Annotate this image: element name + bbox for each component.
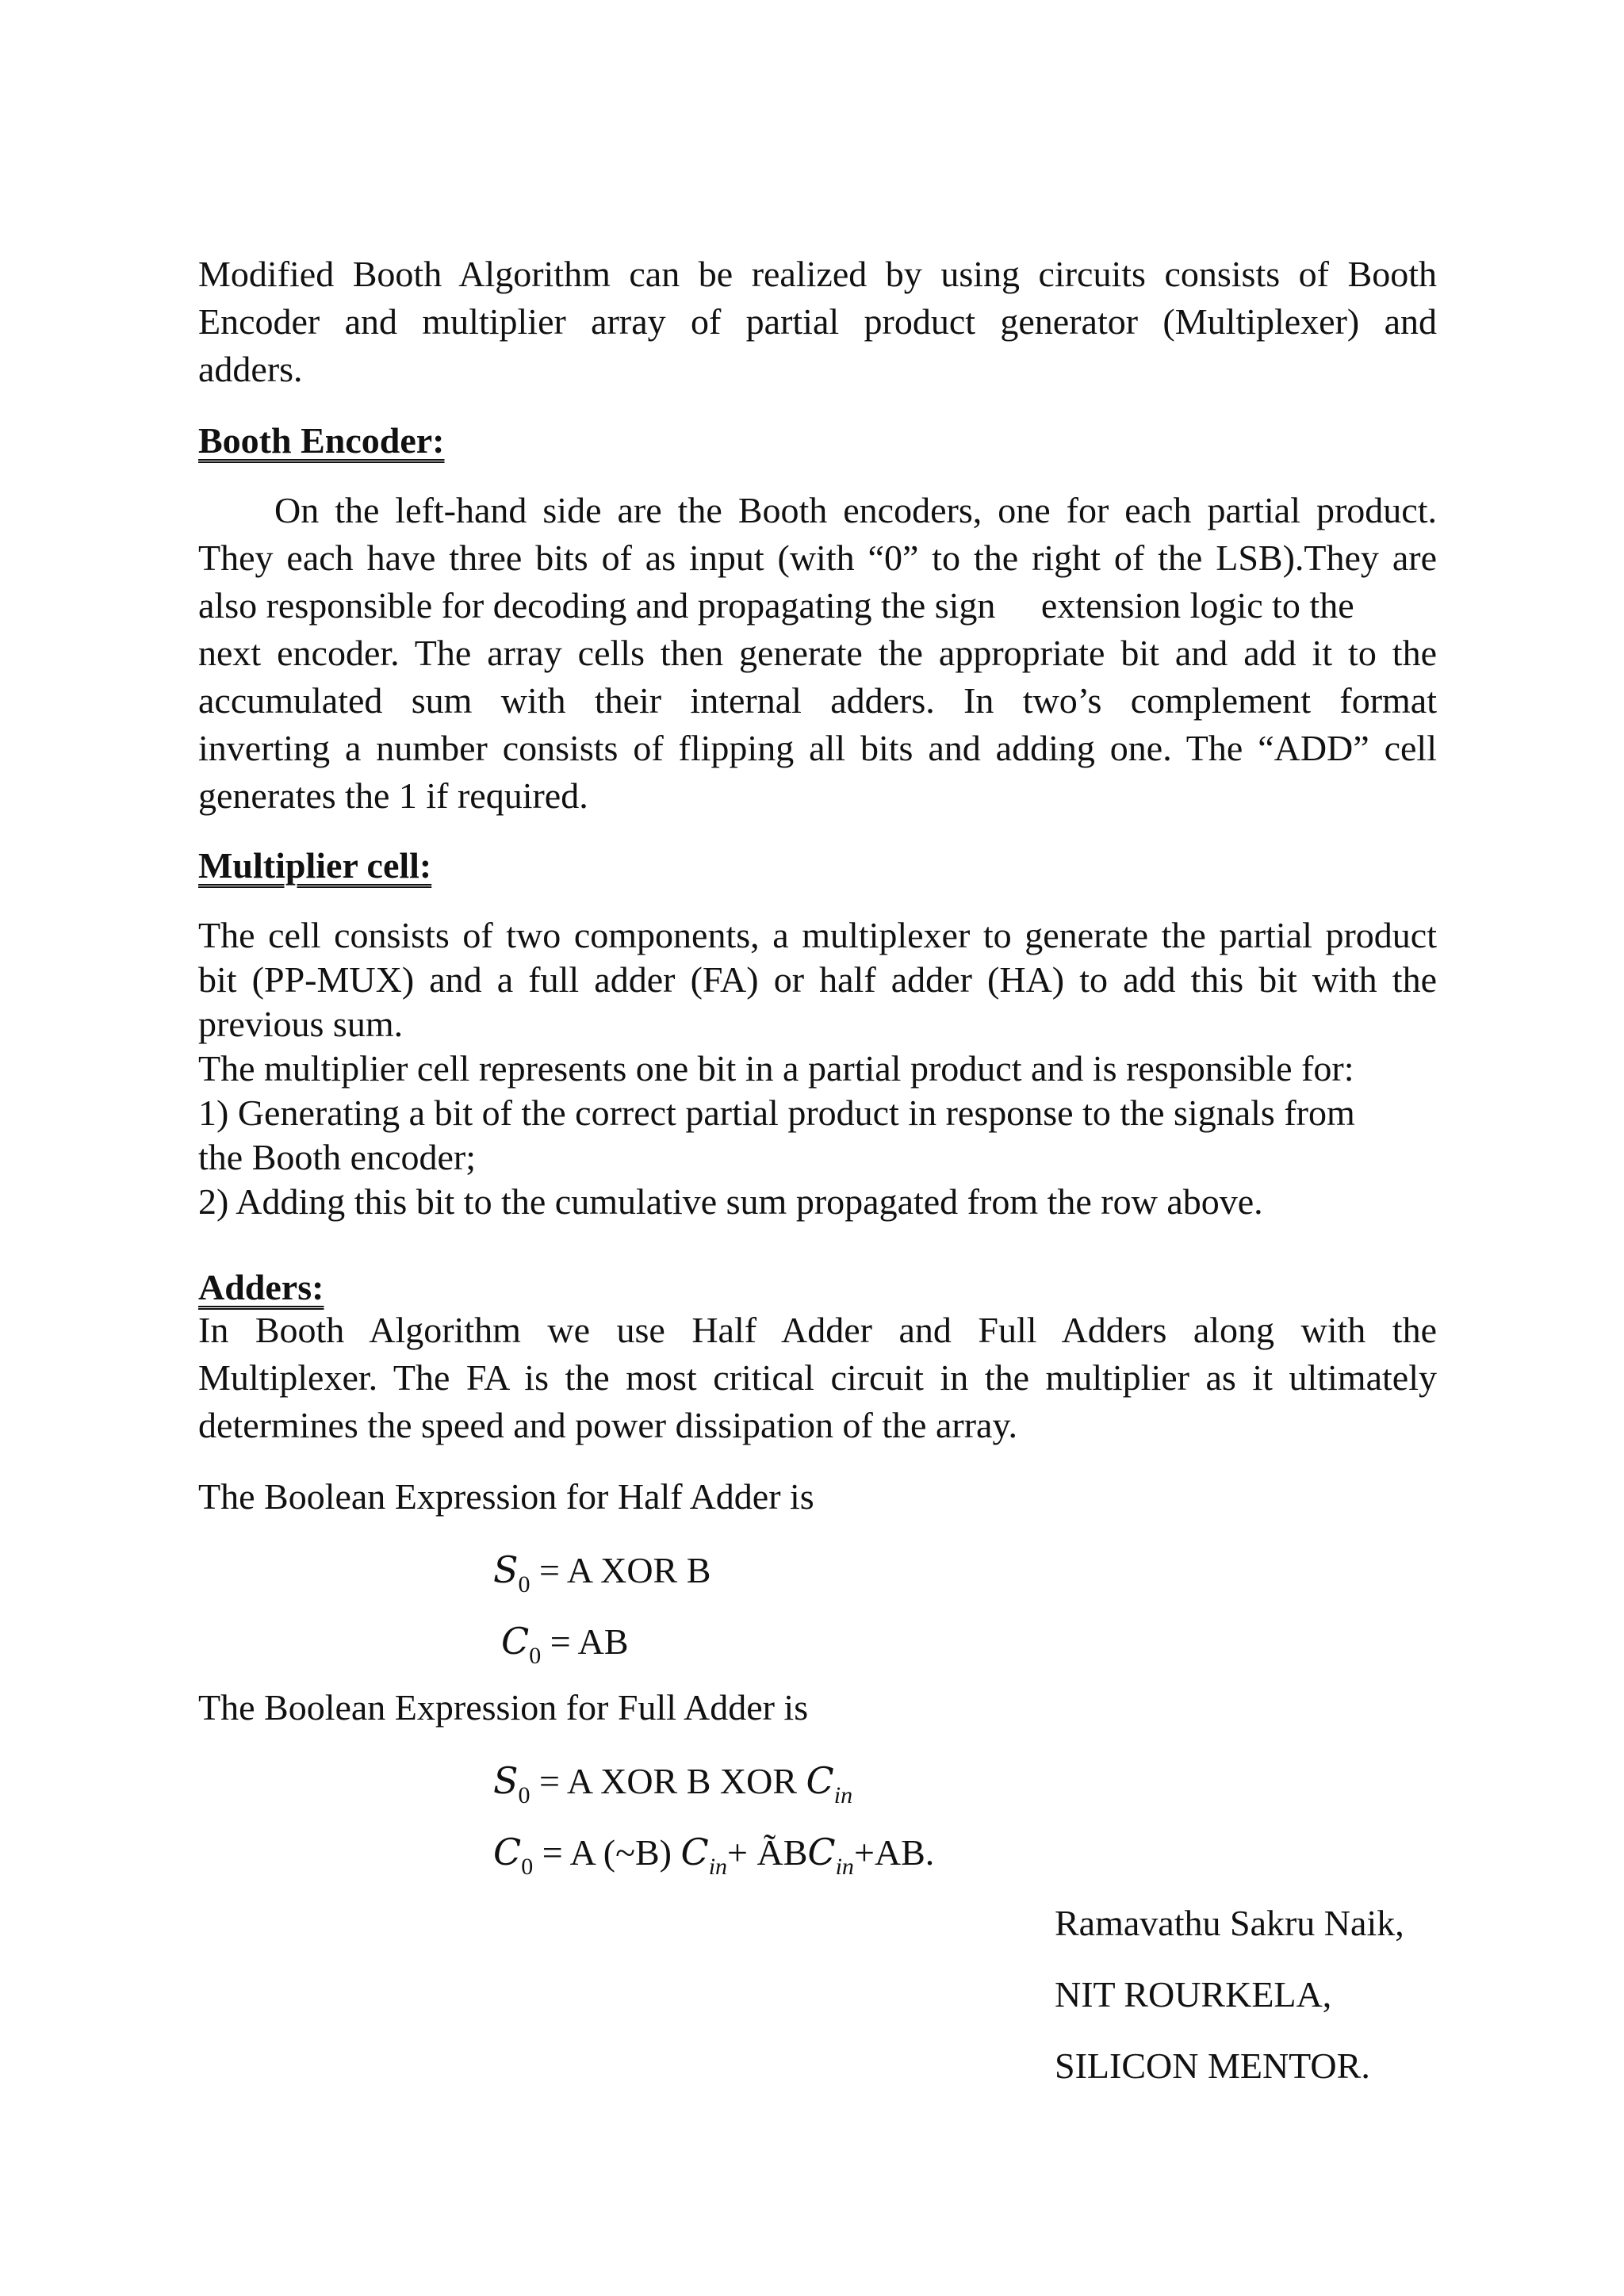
booth-encoder-line: also responsible for decoding and propagating the sign extension logic to the — [198, 585, 1354, 626]
signature-name: Ramavathu Sakru Naik, — [1055, 1903, 1404, 1943]
multiplier-cell-heading: Multiplier cell: — [198, 845, 432, 886]
half-adder-carry-equation — [501, 1617, 629, 1680]
booth-encoder-line: On the left-hand side are the Booth encoders, one for each partial product. — [274, 490, 1437, 530]
multiplier-cell-line: the Booth encoder; — [198, 1137, 477, 1177]
adders-heading: Adders: — [198, 1267, 324, 1307]
half-adder-sum-equation — [493, 1546, 710, 1609]
carry-in-subscript: in — [835, 1854, 854, 1880]
full-adder-intro: The Boolean Expression for Full Adder is — [198, 1687, 809, 1728]
sum-expression: = A XOR B XOR — [530, 1761, 806, 1801]
signature-institute: NIT ROURKELA, — [1055, 1974, 1332, 2015]
sum-variable: S — [493, 1548, 519, 1591]
sum-subscript: 0 — [518, 1571, 530, 1598]
carry-expression: = AB — [541, 1621, 629, 1662]
carry-variable: C — [493, 1831, 522, 1873]
carry-expression-part-2: + ÃB — [727, 1832, 808, 1873]
half-adder-intro: The Boolean Expression for Half Adder is — [198, 1476, 814, 1517]
carry-in-subscript: in — [708, 1854, 728, 1880]
multiplier-cell-line: 2) Adding this bit to the cumulative sum propagated from the row above. — [198, 1181, 1263, 1222]
multiplier-cell-line: The multiplier cell represents one bit in a partial product and is responsible for: — [198, 1048, 1354, 1089]
booth-encoder-line: They each have three bits of as input (with “0” to the right of the LSB).They are — [198, 538, 1437, 578]
carry-in-subscript: in — [833, 1782, 853, 1808]
multiplier-cell-line: The cell consists of two components, a multiplexer to generate the partial product — [198, 915, 1437, 955]
sum-expression: = A XOR B — [530, 1550, 711, 1590]
carry-in-variable: C — [807, 1831, 836, 1873]
sum-variable: S — [493, 1759, 519, 1802]
multiplier-cell-line: previous sum. — [198, 1004, 404, 1044]
carry-subscript: 0 — [521, 1854, 534, 1880]
carry-subscript: 0 — [529, 1643, 542, 1669]
carry-in-variable: C — [680, 1831, 709, 1873]
sum-subscript: 0 — [518, 1782, 530, 1808]
multiplier-cell-line: bit (PP-MUX) and a full adder (FA) or half adder (HA) to add this bit with the — [198, 959, 1437, 1000]
signature-company: SILICON MENTOR. — [1055, 2045, 1370, 2086]
intro-line-1: Modified Booth Algorithm can be realized by using circuits consists of Booth — [198, 254, 1437, 294]
booth-encoder-line: next encoder. The array cells then generate the appropriate bit and add it to the — [198, 633, 1437, 673]
booth-encoder-heading: Booth Encoder: — [198, 420, 445, 461]
multiplier-cell-line: 1) Generating a bit of the correct partial product in response to the signals from — [198, 1093, 1355, 1133]
intro-line-2: Encoder and multiplier array of partial product generator (Multiplexer) and — [198, 301, 1437, 342]
adders-line: Multiplexer. The FA is the most critical circuit in the multiplier as it ultimately — [198, 1357, 1437, 1398]
carry-expression-part-3: +AB. — [853, 1832, 935, 1873]
carry-in-variable: C — [806, 1759, 834, 1802]
adders-line: In Booth Algorithm we use Half Adder and Full Adders along with the — [198, 1310, 1437, 1350]
carry-expression-part-1: = A (~B) — [533, 1832, 681, 1873]
full-adder-sum-equation — [493, 1757, 852, 1820]
carry-variable: C — [501, 1620, 530, 1663]
adders-line: determines the speed and power dissipation of the array. — [198, 1405, 1017, 1445]
full-adder-carry-equation — [493, 1828, 934, 1891]
booth-encoder-line: accumulated sum with their internal adders. In two’s complement format — [198, 680, 1437, 721]
booth-encoder-line: inverting a number consists of flipping all bits and adding one. The “ADD” cell — [198, 728, 1437, 768]
booth-encoder-line: generates the 1 if required. — [198, 775, 588, 816]
intro-line-3: adders. — [198, 349, 303, 389]
